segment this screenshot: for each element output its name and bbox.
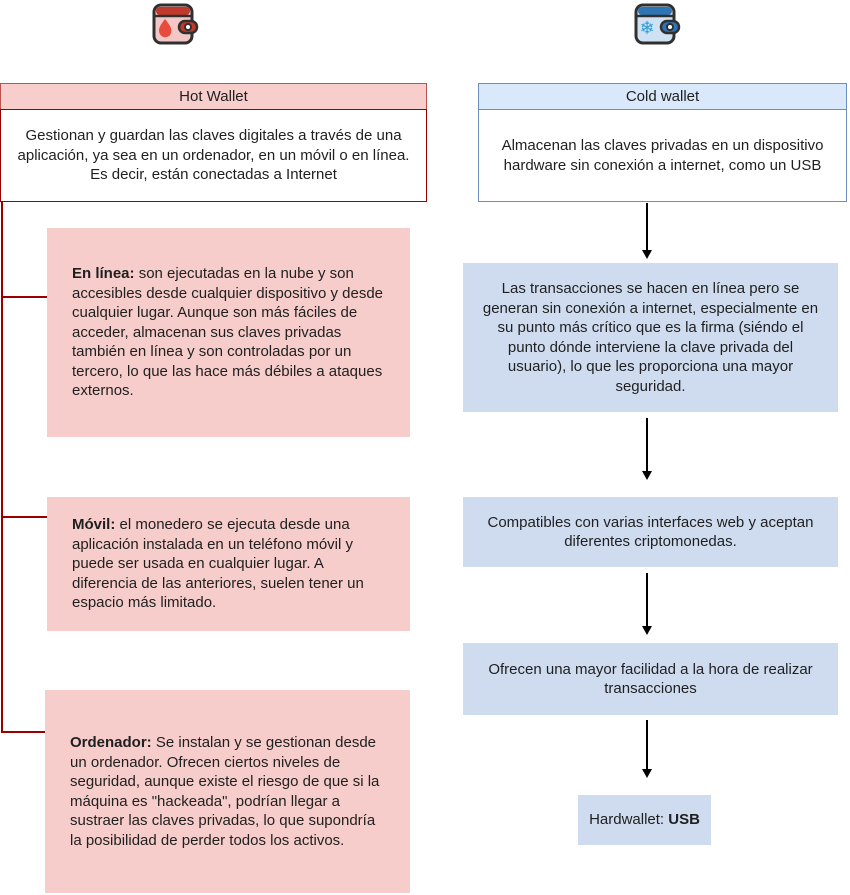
hot-wallet-description: Gestionan y guardan las claves digitales a través de una aplicación, ya sea en un ordenador, en un móvil o en línea. Es decir, están conectadas a Internet <box>17 127 410 184</box>
down-arrow-connector-2 <box>641 418 653 480</box>
hot-wallet-description-box <box>0 109 427 202</box>
hot-branch-desktop-body: Se instalan y se gestionan desde un ordenador. Ofrecen ciertos niveles de seguridad, aunque existe el riesgo de que si la máquina es "hackeada", podrían llegar a sustraer las claves privadas, lo que supondría la posibilidad de perder todos los activos. <box>70 734 380 849</box>
hot-branch-mobile-lead: Móvil: <box>72 516 116 534</box>
cold-hardwallet-box <box>578 795 711 845</box>
cold-step-compatibility-text: Compatibles con varias interfaces web y aceptan diferentes criptomonedas. <box>487 513 814 550</box>
hot-branch-desktop <box>45 690 410 893</box>
hardwallet-usb: USB <box>668 811 700 829</box>
hot-connector-branch-1 <box>1 296 47 298</box>
cold-step-transactions-text: Las transacciones se hacen en línea pero se generan sin conexión a internet, especialmente en su punto más crítico que es la firma (siéndo el punto dónde interviene la clave privada del usuario), lo que les proporciona una mayor seguridad. <box>482 280 819 395</box>
arrowhead-icon <box>642 250 652 259</box>
hot-connector-trunk <box>1 202 3 733</box>
cold-step-ease <box>463 643 838 715</box>
cold-step-ease-text: Ofrecen una mayor facilidad a la hora de realizar transacciones <box>488 660 813 697</box>
cold-hardwallet-text <box>589 810 700 830</box>
hot-branch-online-text <box>72 264 385 401</box>
cold-step-transactions <box>463 263 838 412</box>
hot-connector-branch-3 <box>1 731 47 733</box>
hot-branch-mobile-body: el monedero se ejecuta desde una aplicación instalada en un teléfono móvil y puede ser usada en cualquier lugar. A diferencia de las anteriores, suelen tener un espacio más limitado. <box>72 516 364 612</box>
hot-wallet-title: Hot Wallet <box>179 87 248 105</box>
hot-branch-online-body: son ejecutadas en la nube y son accesibles desde cualquier dispositivo y desde cualquier lugar. Aunque son más fáciles de acceder, almacenan sus claves privadas también en línea y son controladas por un tercero, lo que las hace más débiles a ataques externos. <box>72 265 384 400</box>
hot-branch-desktop-lead: Ordenador: <box>70 734 152 751</box>
arrowhead-icon <box>642 471 652 480</box>
hot-wallet-icon <box>150 2 200 48</box>
hot-wallet-header <box>0 83 427 110</box>
down-arrow-connector-1 <box>641 203 653 259</box>
hot-branch-online-lead: En línea: <box>72 265 135 283</box>
cold-step-compatibility <box>463 497 838 567</box>
flame-wallet-glyph <box>150 2 200 48</box>
cold-wallet-title: Cold wallet <box>625 87 700 105</box>
arrowhead-icon <box>642 626 652 635</box>
cold-wallet-description: Almacenan las claves privadas en un dispositivo hardware sin conexión a internet, como un USB <box>501 137 824 174</box>
hot-branch-mobile-text <box>72 515 385 613</box>
snowflake-icon: ❄ <box>639 18 655 39</box>
hot-branch-mobile <box>47 497 410 631</box>
hot-branch-desktop-text <box>70 733 385 850</box>
cold-wallet-description-box <box>478 109 847 202</box>
hot-branch-online <box>47 228 410 437</box>
snowflake-wallet-glyph <box>632 2 682 48</box>
cold-wallet-header <box>478 83 847 110</box>
down-arrow-connector-4 <box>641 720 653 778</box>
down-arrow-connector-3 <box>641 573 653 635</box>
hot-connector-branch-2 <box>1 516 47 518</box>
cold-wallet-icon <box>632 2 682 48</box>
arrowhead-icon <box>642 769 652 778</box>
hardwallet-label: Hardwallet: <box>589 811 665 829</box>
